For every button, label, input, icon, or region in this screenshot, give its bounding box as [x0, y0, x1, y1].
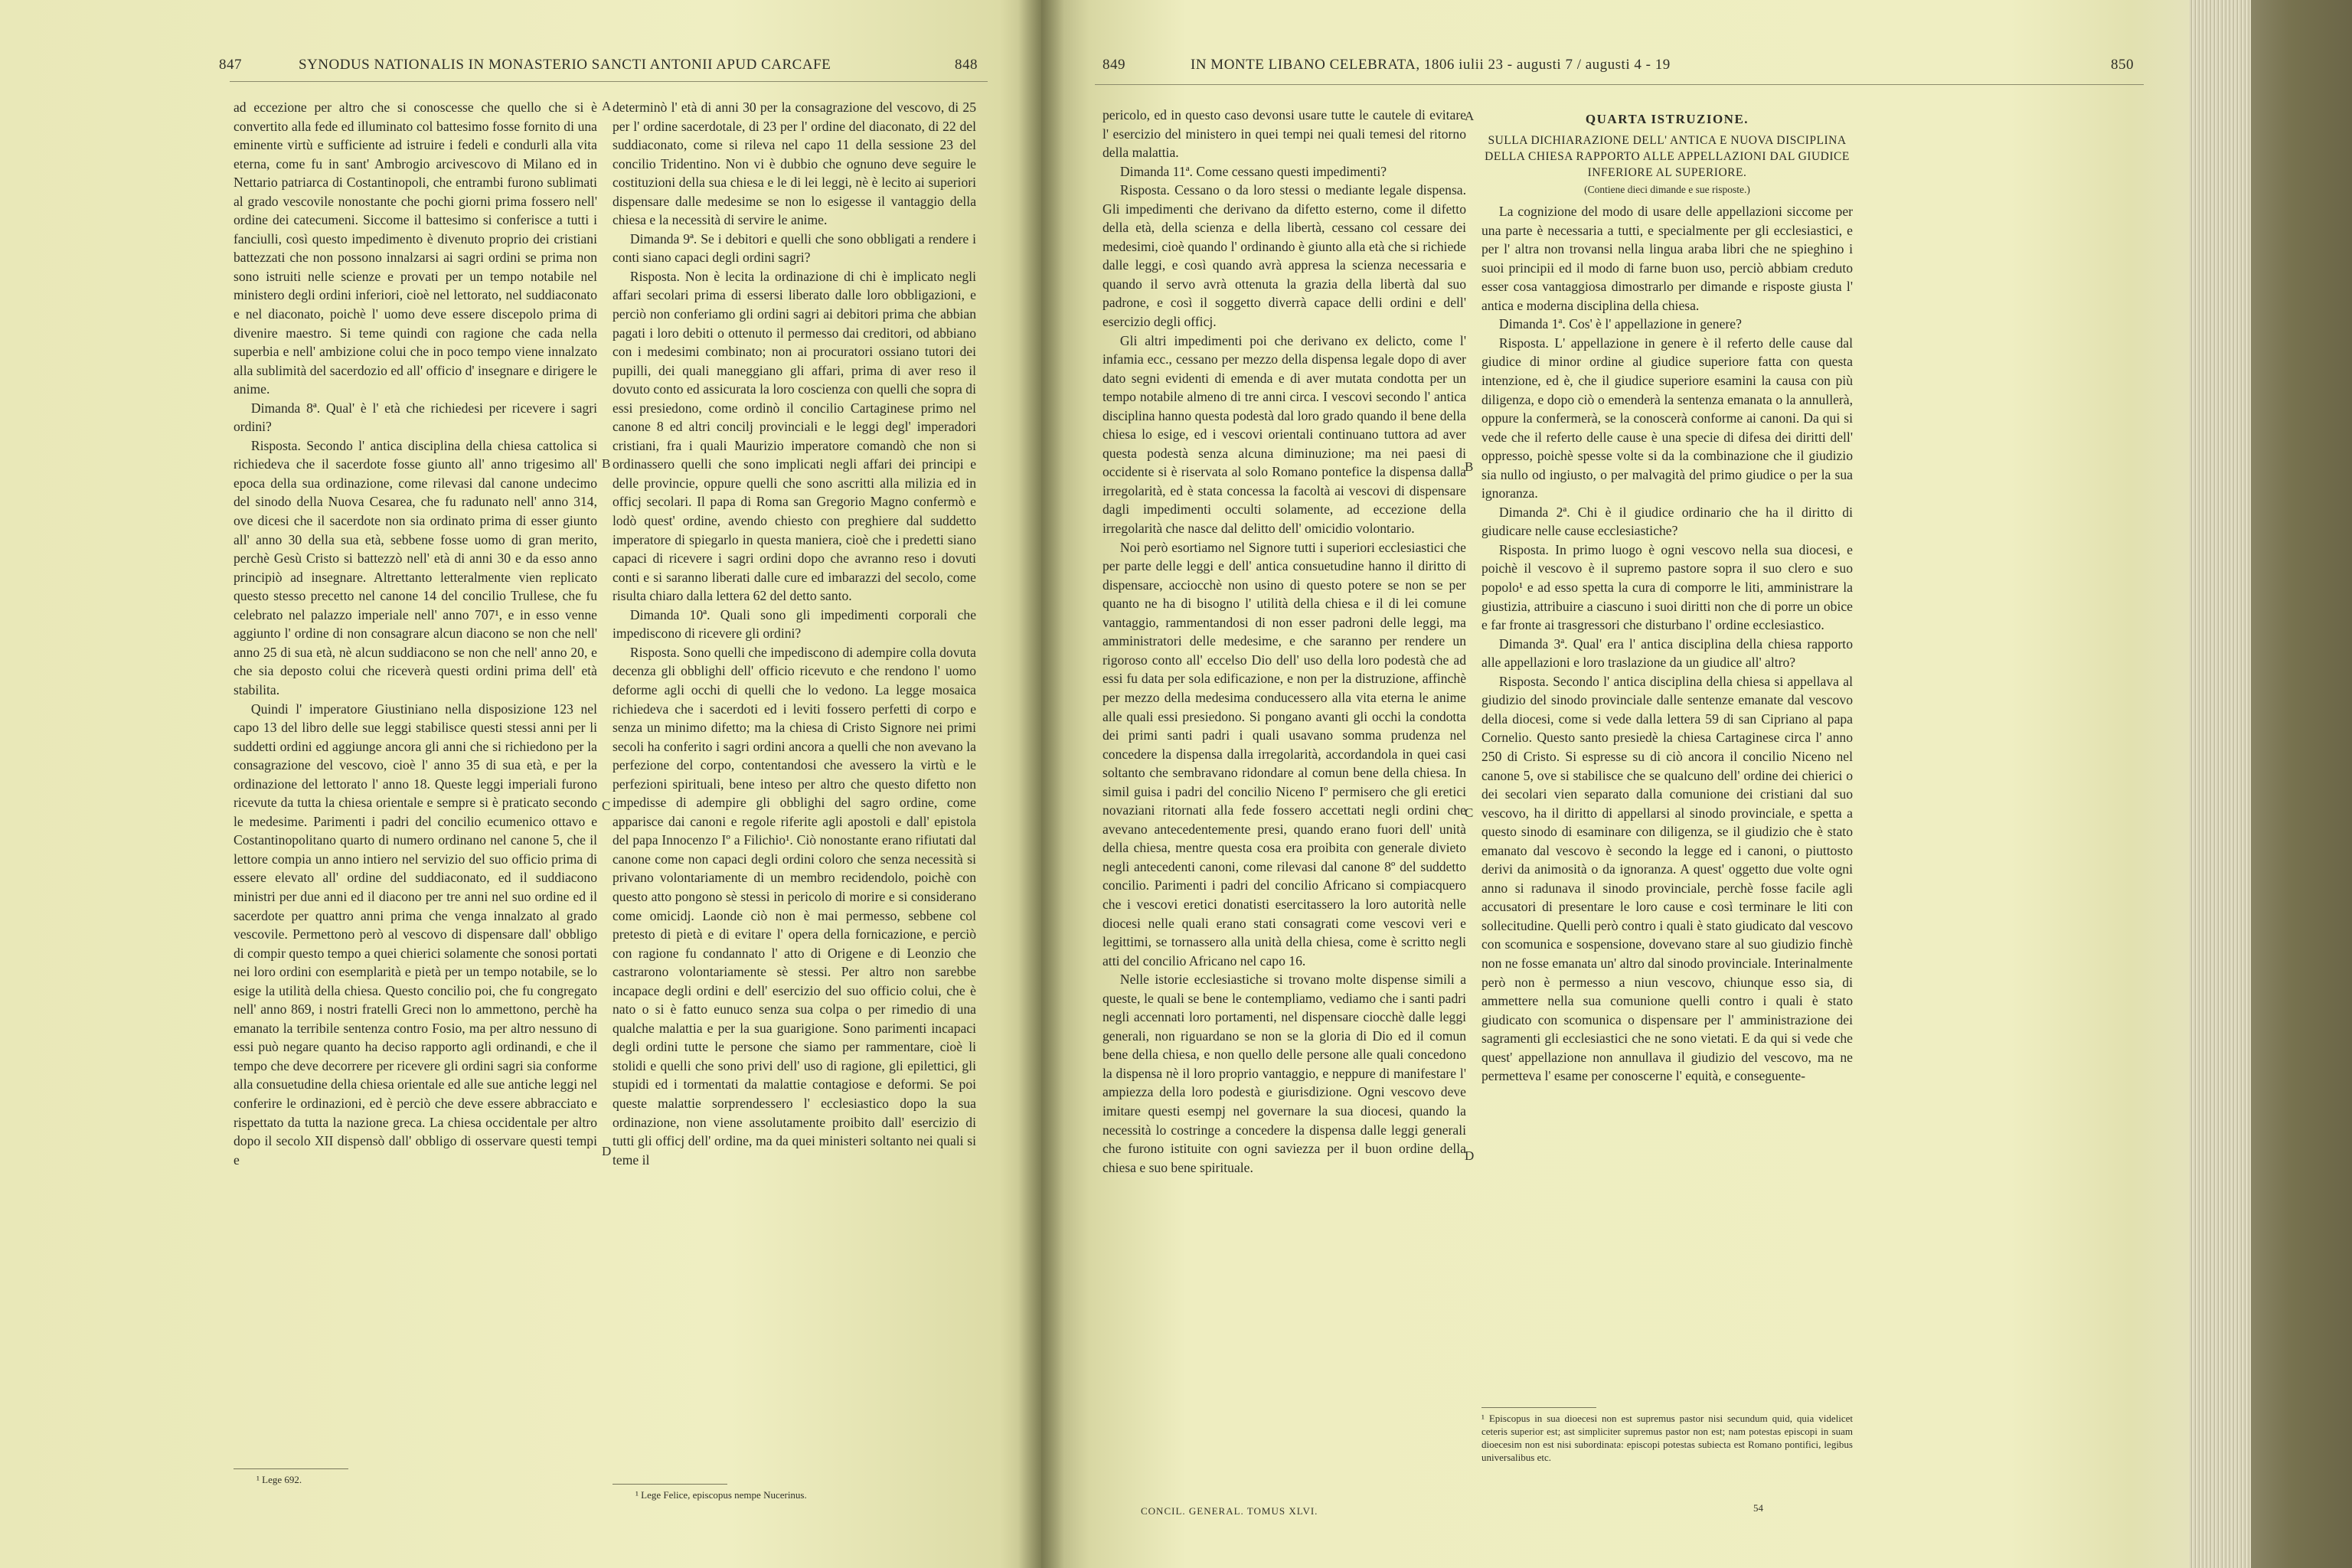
paragraph: Dimanda 9ª. Se i debitori e quelli che sono obbligati a rendere i conti siano capaci degli ordini sagri? — [612, 230, 976, 266]
paragraph: Risposta. Secondo l' antica disciplina della chiesa si appellava al giudizio del sinodo provinciale dalle sentenze emanate dal vescovo della diocesi, come si vede dalla lettera 59 di san Cipriano al papa Cornelio. Questo santo presiedè la chiesa Cartaginese circa l' anno 250 di Cristo. Si espresse su di ciò ancora il concilio Niceno nel canone 5, ove si stabilisce che se qualcuno dell' ordine dei chierici o dei secolari vien separato dalla comunione dei cristiani dal suo vescovo, ha il diritto di appellarsi al sinodo provinciale, e spetta a questo sinodo di esaminare con diligenza, se il giudizio che è stato emanato dal vescovo è secondo la legge ed i canoni, o piuttosto derivi da animosità o da ignoranza. A quest' oggetto due volte ogni anno si radunava il sinodo provinciale, perchè fosse facile agli accusatori di presentare le loro cause e così terminare le liti con sollecitudine. Quelli però contro i quali è stato giudicato dal vescovo con scomunica e sospensione, dovevano stare al suo giudizio finchè non ne fosse emanata un' altro dal sinodo provinciale. Interinalmente però non è permesso a niun vescovo, chiunque esso sia, di ammettere nella sua comunione quelli contro i quali è stato giudicato con scomunica o dispensare per l' amministrazione dei sagramenti gli ecclesiastici che ne sono vietati. E da qui si vede che quest' appellazione non annullava il giudizio del vescovo, ma ne permetteva l' esame per conoscerne l' equità, e conseguente- — [1481, 673, 1853, 1084]
right-running-title: IN MONTE LIBANO CELEBRATA, 1806 iulii 23 - augusti 7 / augusti 4 - 19 — [1191, 57, 1671, 73]
page-number-850: 850 — [2111, 57, 2134, 73]
section-marker-c: C — [602, 799, 611, 813]
column-850 — [1481, 106, 1853, 1086]
paragraph: Quindi l' imperatore Giustiniano nella disposizione 123 nel capo 13 del libro delle sue leggi stabilisce questi stessi anni per li suddetti ordini ed aggiunge ancora gli anni che si richiedono per la consagrazione del vescovo, cioè l' anno 35 di sua età, e per la ordinazione del lettorato l' anno 18. Queste leggi imperiali furono ricevute da tutta la chiesa orientale e sempre si è praticato secondo le medesime. Parimenti i padri del concilio ecumenico ottavo e Costantinopolitano quarto di numero ordinano nel canone 5, che il lettore compia un anno intiero nel servizio del suo officio prima di essere elevato all' ordine del suddiaconato, ed il suddiacono ministri per due anni ed il diacono per tre anni nel suo ordine ed il sacerdote per quattro anni prima che venga innalzato al grado vescovile. Permettono però al vescovo di dispensare dall' obbligo di compir questo tempo a quei chierici solamente che sonosi portati nei loro ordini con esemplarità e pietà per un tempo notabile, se lo esige la utilità della chiesa. Questo concilio poi, che fu congregato nell' anno 869, i nostri fratelli Greci non lo ammettono, perchè ha emanato la terribile sentenza contro Fosio, ma per altro nessuno di essi può negare quanto ha deciso rapporto agli ordinandi, e che il tempo che deve decorrere per ricevere gli ordini sagri sia conforme alla consuetudine della chiesa orientale ed alle sue antiche leggi nel conferire le ordinazioni, ed è perciò che deve essere abbracciato e rispettato da tutta la nazione greca. La chiesa occidentale per altro dopo il secolo XII dispensò dall' obbligo di osservare questi tempi e — [234, 701, 597, 1168]
paragraph: Risposta. Secondo l' antica disciplina della chiesa cattolica si richiedeva che il sacerdote fosse giunto all' anno trigesimo all' epoca della sua ordinazione, come rilevasi dal canone undecimo del sinodo della Nuova Cesarea, che fu radunato nell' anno 314, ove dicesi che il sacerdote non sia ordinato prima di esser giunto all' anno 30 della sua età, sebbene fosse uomo di gran merito, perchè Gesù Cristo si battezzò nell' età di anni 30 e da esso anno principiò ad insegnare. Altrettanto letteralmente vien replicato questo stesso precetto nel canone 14 del concilio Trullese, che fu celebrato nel palazzo imperiale nell' anno 707¹, e in esso venne aggiunto l' ordine di non consagrare alcun diacono se non che nell' anno 25 di sua età, nè alcun suddiacono se non che nell' anno 20, e che sia deposto colui che riceverà questi ordini prima dell' età stabilita. — [234, 437, 597, 697]
sheet-number: 54 — [1753, 1502, 1763, 1514]
paragraph: Risposta. L' appellazione in genere è il referto delle cause dal giudice di minor ordine al giudice superiore fatta con questa intenzione, ed è, che il giudice superiore esamini la causa con più diligenza, e dopo ciò o emenderà la sentenza emanata o la annullerà, oppure la confermerà, se la conoscerà conforme ai canoni. Da qui si vede che il referto delle cause è una specie di difesa dei diritti dell' oppresso, poichè spesse volte si da la combinazione che il giudizio sia nullo od ingiusto, o per malvagità del primo giudice o per la sua ignoranza. — [1481, 335, 1853, 501]
footnote-848: ¹ Lege Felice, episcopus nempe Nucerinus. — [635, 1489, 807, 1501]
header-rule-right — [1095, 84, 2144, 85]
paragraph: Gli altri impedimenti poi che derivano ex delicto, come l' infamia ecc., cessano per mezzo della dispensa legale dopo di aver dato segni evidenti di emenda e di aver mutata condotta per un tempo notabile almeno di tre anni circa. I vescovi secondo l' antica disciplina hanno questa podestà dal loro grado quando il bene della chiesa lo esige, ed i vescovi orientali continuano tuttora ad aver questa podestà senza alcuna diminuzione; ma nei paesi di occidente si è riservata al solo Romano pontefice la dispensa dalla irregolarità, ed è stata concessa la facoltà ai vescovi di dispensare dagli impedimenti occulti solamente, ad eccezione della irregolarità che nasce dal delitto dell' omicidio volontario. — [1102, 332, 1466, 537]
paragraph: Risposta. Sono quelli che impediscono di adempire colla dovuta decenza gli obblighi dell' officio ricevuto e che rendono l' uomo deforme agli occhi di quelli che lo vedono. La legge mosaica richiedeva che i sacerdoti ed i leviti fossero perfetti di corpo e senza un minimo difetto; ma la chiesa di Cristo Signore nei primi secoli ha conferito i sagri ordini ancora a quelli che non avevano la perfezione del corpo, contentandosi che avessero la virtù e le perfezioni spirituali, bene inteso per altro che questo difetto non impedisse di adempire gli obblighi del sagro ordine, come apparisce dai canoni e regole riferite agli apostoli e dall' epistola del papa Innocenzo Iº a Filichio¹. Ciò nonostante erano rifiutati dal canone come non capaci degli ordini coloro che senza necessità si privano volontariamente di un membro recidendolo, poichè con questo atto pongono sè stessi in pericolo di morire e si considerano come omicidj. Laonde ciò non è mai permesso, sebbene col pretesto di pietà e di evitare l' opera della fornicazione, e perciò con ragione fu condannato l' atto di Origene e di Leonzio che castrarono volontariamente sè stessi. Per altro non sarebbe incapace degli ordini e dell' esercizio del suo officio colui, che è nato o si è fatto eunuco senza sua colpa o per rimedio di una qualche malattia e per la sua guarigione. Sono parimenti incapaci degli ordini tutte le persone che siamo per rammentare, cioè li stolidi e quelli che sono privi dell' uso di ragione, gli epilettici, gli stupidi ed i tormentati da malattie contagiose e deformi. Se poi queste malattie sorprendessero l' ecclesiastico dopo la sua ordinazione, non viene assolutamente proibito dall' esercizio di tutti gli officj dell' ordine, ma da quei ministeri soltanto nei quali si teme il — [612, 644, 976, 1168]
footnote-847: ¹ Lege 692. — [256, 1474, 302, 1485]
paragraph: La cognizione del modo di usare delle appellazioni siccome per una parte è necessaria a tutti, e specialmente per gli ecclesiastici, e per l' altra non trovansi nella lingua araba libri che ne spieghino i suoi principii ed il modo di farne buon uso, perciò abbiam creduto esser cosa vantaggiosa dimostrarlo per dimande e risposte giusta l' antica e moderna disciplina della chiesa. — [1481, 204, 1853, 313]
left-running-title: SYNODUS NATIONALIS IN MONASTERIO SANCTI ANTONII APUD CARCAFE — [299, 57, 831, 73]
footnote-separator — [234, 1468, 348, 1469]
paragraph: Noi però esortiamo nel Signore tutti i superiori ecclesiastici che per parte delle leggi e dell' antica consuetudine hanno il diritto di dispensare, acciocchè non usino di questo potere se non se per quanto ne ha di bisogno l' utilità della chiesa e il di lei comune vantaggio, rammentandosi di non esser padroni delle leggi, ma amministratori delle medesime, e che saranno per rendere un rigoroso conto all' eccelso Dio dell' uso della loro podestà che ad essi fu data per sola edificazione, e non per la distruzione, affinchè per mezzo della medesima conducessero alla vita eterna le anime alle quali essi presiedono. Si pongano avanti gli occhi la condotta dei primi santi padri i quali usavano somma prudenza nel concedere la dispensa dalla irregolarità, accordandola in quei casi soltanto che sembravano ridondare al comun bene della chiesa. In simil guisa i padri del concilio Niceno Iº permisero che gli eretici novaziani ritornati alla fede fossero accettati negli ordini che avevano antecedentemente presi, quando erano fuori dell' unità della chiesa, mentre questa cosa era proibita con generale divieto negli antecedenti canoni, come rilevasi dal canone 8º del suddetto concilio. Parimenti i padri del concilio Africano si compiacquero che i vescovi eretici donatisti esercitassero la loro autorità nelle diocesi nelle quali erano stati consagrati come vescovi veri e legittimi, se tornassero alla unità della chiesa, come è scritto negli atti del concilio Africano nel capo 16. — [1102, 539, 1466, 969]
paragraph: Dimanda 8ª. Qual' è l' età che richiedesi per ricevere i sagri ordini? — [234, 400, 597, 435]
section-marker-d: D — [602, 1144, 612, 1158]
section-marker-a: A — [1465, 109, 1475, 123]
footnote-separator — [612, 1484, 727, 1485]
section-marker-d: D — [1465, 1148, 1475, 1163]
section-marker-c: C — [1465, 805, 1474, 820]
section-note: (Contiene dieci dimande e sue risposte.) — [1584, 183, 1750, 195]
header-rule-left — [230, 81, 988, 82]
book-cover-board — [2251, 0, 2352, 1568]
column-849 — [1102, 106, 1466, 1177]
signature-mark: CONCIL. GENERAL. TOMUS XLVI. — [1141, 1505, 1318, 1517]
page-number-848: 848 — [955, 57, 978, 73]
paragraph: Dimanda 2ª. Chi è il giudice ordinario che ha il diritto di giudicare nelle cause ecclesiastiche? — [1481, 504, 1853, 539]
page-number-847: 847 — [219, 57, 242, 73]
paragraph: Dimanda 3ª. Qual' era l' antica disciplina della chiesa rapporto alle appellazioni e loro traslazione da un giudice all' altro? — [1481, 635, 1853, 671]
page-edges — [2190, 0, 2251, 1568]
section-subtitle: SULLA DICHIARAZIONE DELL' ANTICA E NUOVA DISCIPLINA DELLA CHIESA RAPPORTO ALLE APPELLAZIONI DAL GIUDICE INFERIORE AL SUPERIORE. — [1485, 133, 1850, 179]
paragraph: determinò l' età di anni 30 per la consagrazione del vescovo, di 25 per l' ordine sacerdotale, di 23 per l' ordine del diaconato, di 22 del suddiaconato, come si rileva nel capo 11 della sessione 23 del concilio Tridentino. Non vi è dubbio che ognuno deve seguire le costituzioni della sua chiesa e le di lei leggi, nè è lecito ai superiori dispensare dalle medesime se non lo esigesse il vantaggio della chiesa e la necessità di servire le anime. — [612, 100, 976, 228]
page-number-849: 849 — [1102, 57, 1125, 73]
column-847 — [234, 98, 597, 1169]
column-848 — [612, 98, 976, 1169]
section-marker-b: B — [1465, 459, 1474, 474]
section-marker-b: B — [602, 456, 611, 471]
paragraph: Dimanda 1ª. Cos' è l' appellazione in genere? — [1498, 316, 1742, 332]
book-gutter — [1018, 0, 1064, 1568]
paragraph: Risposta. In primo luogo è ogni vescovo nella sua diocesi, e poichè il vescovo è il supremo pastore sopra il suo clero e suo popolo¹ e ad esso spetta la cura di comporre le liti, amministrare la giustizia, attribuire a ciascuno i suoi diritti non che di porre un obice e far fronte ai trasgressori che disturbano l' ordine ecclesiastico. — [1481, 541, 1853, 633]
paragraph: Risposta. Non è lecita la ordinazione di chi è implicato negli affari secolari prima di essersi liberato dalle loro obbligazioni, e perciò non conferiamo gli ordini sagri ai debitori prima che abbian pagati i loro debiti o ottenuto il permesso dai creditori, od abbiano con i medesimi combinato; non ai procuratori ossiano tutori dei pupilli, dei quali maneggiano gli affari, prima di aver reso il dovuto conto ed assicurata la loro coscienza con quelli che sopra di essi presiedono, come ordinò il concilio Cartaginese primo nel canone 8 ed altri concilj provinciali e le leggi degl' imperadori cristiani, fra i quali Maurizio imperatore comandò che non si ordinassero quelli che sono implicati negli affari dei principi e delle provincie, oppure quelli che sono ascritti alla milizia ed in officj secolari. Il papa di Roma san Gregorio Magno confermò e lodò quest' ordine, avendo chiesto con preghiere dal suddetto imperatore di spiegarlo in questa maniera, cioè che i predetti siano capaci di ricevere i sagri ordini dopo che avranno reso i dovuti conti e si saranno liberati dalle cure ed imbarazzi del secolo, come risulta chiaro dalla lettera 62 del detto santo. — [612, 268, 976, 604]
section-marker-a: A — [602, 99, 612, 113]
paragraph: Dimanda 11ª. Come cessano questi impedimenti? — [1119, 163, 1387, 179]
paragraph: Risposta. Cessano o da loro stessi o mediante legale dispensa. Gli impedimenti che derivano da difetto esterno, come il difetto della età, della scienza e della libertà, cessano col cessare dei medesimi, cioè quando l' ordinando è giunto alla età che si richiede dalle leggi, e così quando avrà appresa la scienza necessaria e quando il servo avrà ottenuta la grazia della libertà dal suo padrone, e così il soggetto diverrà capace delli ordini e dell' esercizio degli officj. — [1102, 182, 1466, 330]
paragraph: ad eccezione per altro che si conoscesse che quello che si è convertito alla fede ed illuminato col battesimo fosse fornito di una eminente virtù e sufficiente ad istruire i fedeli e condurli alla vita eterna, come fu in sant' Ambrogio arcivescovo di Milano ed in Nettario patriarca di Costantinopoli, che entrambi furono sublimati al grado vescovile nonostante che pochi giorni prima fossero nell' ordine dei catecumeni. Siccome il battesimo si conferisce a tutti i fanciulli, così questo impedimento è divenuto proprio dei cristiani battezzati che non possono innalzarsi ai sagri ordini se prima non sono istruiti nelle scienze e provati per un tempo notabile nel ministero degli ordini inferiori, cioè nel lettorato, nel suddiaconato e nel diaconato, poichè l' uomo deve essere discepolo prima di divenire maestro. Si teme quindi con ragione che cada nella superbia e nell' ambizione colui che in poco tempo viene innalzato alla sublimità del sacerdozio ed all' officio d' insegnare e dirigere le anime. — [234, 100, 597, 397]
section-title: QUARTA ISTRUZIONE. — [1585, 112, 1749, 126]
paragraph: Dimanda 10ª. Quali sono gli impedimenti corporali che impediscono di ricevere gli ordini? — [612, 606, 976, 642]
footnote-separator — [1481, 1407, 1596, 1408]
paragraph: Nelle istorie ecclesiastiche si trovano molte dispense simili a queste, le quali se bene le contempliamo, vediamo che i santi padri negli accennati loro portamenti, nel dispensare ciocchè dalle leggi generali, non riguardano se non se la gloria di Dio ed il comun bene della chiesa, e non quello delle persone alle quali concedono la dispensa nè il loro proprio vantaggio, e neppure di manifestare l' ampiezza della loro podestà e giurisdizione. Ogni vescovo deve imitare questi esempj nel governare la sua diocesi, quando la necessità lo costringe a concedere la dispensa dalle leggi generali che furono istituite con ogni saviezza per il buon ordine della chiesa e suo bene spirituale. — [1102, 972, 1466, 1175]
paragraph: pericolo, ed in questo caso devonsi usare tutte le cautele di evitare l' esercizio del ministero in quei tempi nei quali temesi del ritorno della malattia. — [1102, 107, 1466, 161]
footnote-850: ¹ Episcopus in sua dioecesi non est supremus pastor nisi secundum quid, quia videlicet ceteris superior est; ast simpliciter supremus pastor non est; nam potestas episcopi in suam dioecesim non est nisi subordinata: episcopi potestas subiecta est Romano pontifici, legibus universalibus etc. — [1481, 1413, 1853, 1463]
